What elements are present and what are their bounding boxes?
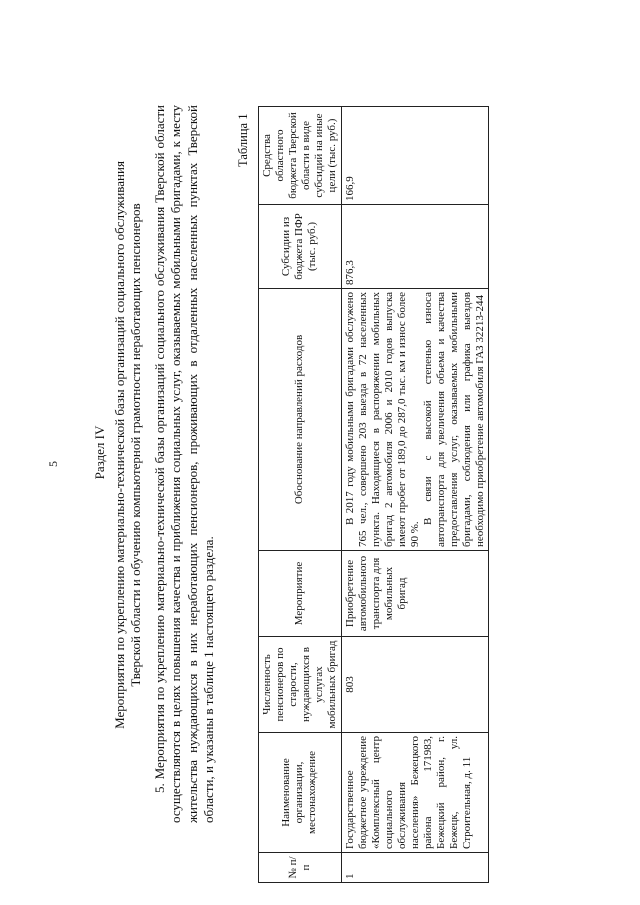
header-num: № п/п [259,853,342,883]
cell-regional: 166,9 [341,107,489,205]
intro-paragraph: 5. Мероприятия по укреплению материально-технической базы организаций социального обслуживания Тверской области осуществляются в целях повышения качества и приближения социальных услуг, оказываемых мобильными бригадами, к месту жительства нуждающихся в них неработающих пенсионеров, проживающих в отдаленных населенных пунктах Тверской области, и указаны в таблице 1 настоящего раздела. [152,105,216,823]
measures-table [258,106,489,883]
header-regional: Средства областного бюджета Тверской области в виде субсидий на иные цели (тыс. руб.) [259,107,342,205]
section-title: Раздел IV [92,425,107,480]
header-org: Наименование организации, местонахождение [259,733,342,853]
cell-justification [341,289,489,551]
cell-num: 1 [341,853,489,883]
justification-paragraph-2: В связи с высокой степенью износа автотранспорта для увеличения объема и качества предоставления услуг, оказываемых мобильными бригадами, соблюдения или графика выездов необходимо приобретение автомобиля ГАЗ 32213-244 [421,292,486,547]
heading-line-1: Мероприятия по укреплению материально-технической базы организаций социального обслуживания [112,161,127,729]
justification-paragraph-1: В 2017 году мобильными бригадами обслужено 765 чел., совершено 203 выезда в 72 населенных пункта. Находящиеся в распоряжении мобильных бригад 2 автомобиля 2006 и 2010 годов выпуска имеют пробег от 189,0 до 287,0 тыс. км и износ более 90 %. [343,292,421,547]
header-justification: Обоснование направлений расходов [259,289,342,551]
table-label: Таблица 1 [236,113,250,167]
section-heading [112,135,143,755]
page-number: 5 [46,461,60,467]
header-count: Численность пенсионеров по старости, нуждающихся в услугах мобильных бригад [259,637,342,733]
heading-line-2: Тверской области и обучению компьютерной грамотности неработающих пенсионеров [127,203,143,687]
table-header-row [259,107,342,883]
table-row [341,107,489,883]
cell-pfr: 876,3 [341,205,489,289]
header-measure: Мероприятие [259,551,342,637]
header-pfr: Субсидии из бюджета ПФР (тыс. руб.) [259,205,342,289]
cell-measure: Приобретение автомобильного транспорта для мобильных бригад [341,551,489,637]
cell-org: Государственное бюджетное учреждение «Комплексный центр социального обслуживания населения» Бежецкого района 171983, Бежецкий район, г. Бежецк, ул. Строительная, д. 11 [341,733,489,853]
cell-count: 803 [341,637,489,733]
